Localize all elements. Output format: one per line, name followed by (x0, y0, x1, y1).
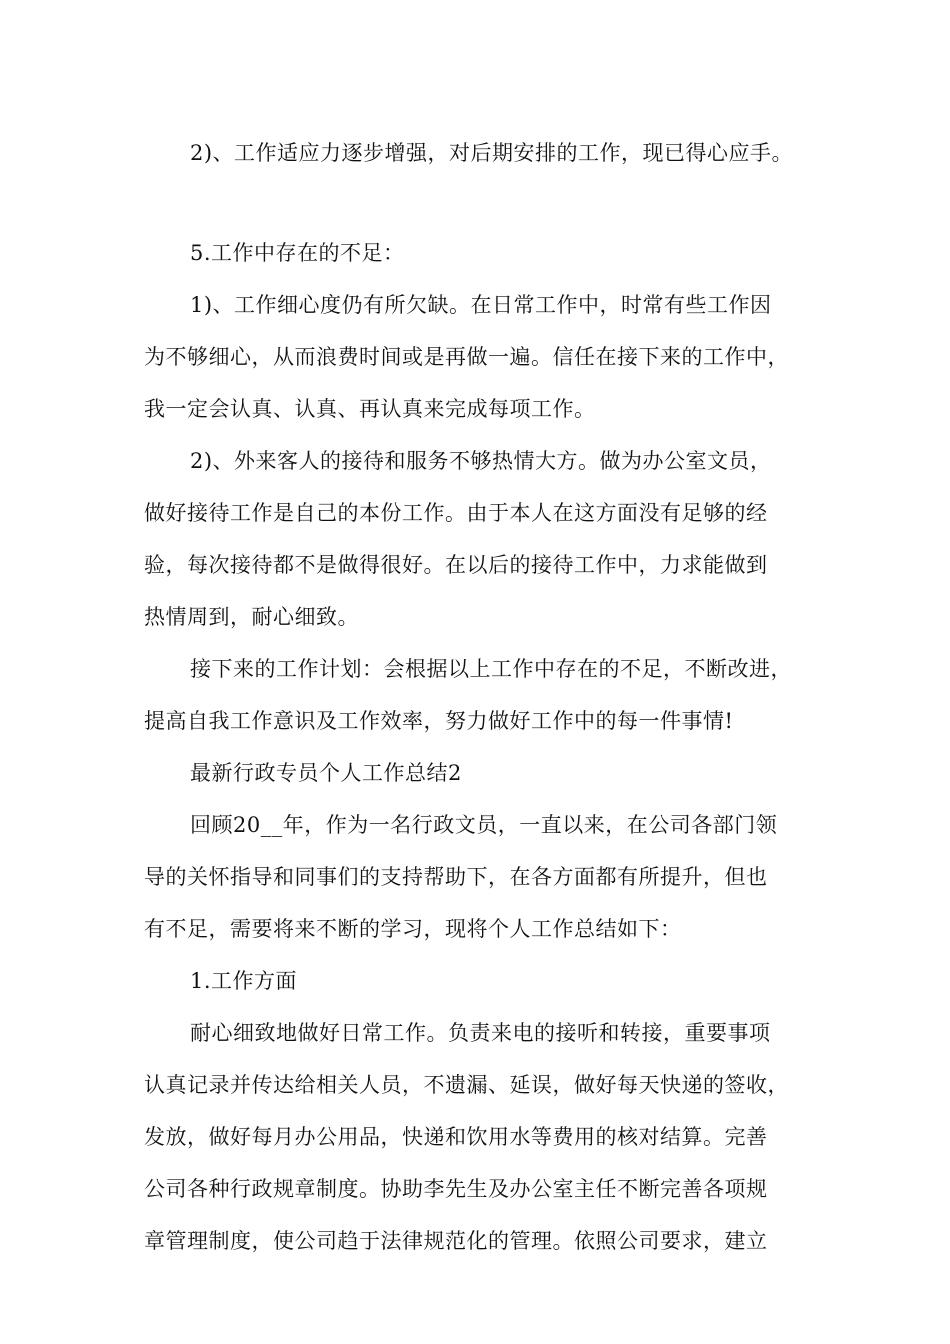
paragraph-line: 2)、外来客人的接待和服务不够热情大方。做为办公室文员， (190, 449, 772, 473)
paragraph-line: 我一定会认真、认真、再认真来完成每项工作。 (144, 397, 596, 421)
paragraph-line: 有不足，需要将来不断的学习，现将个人工作总结如下： (144, 917, 682, 941)
section-heading: 1.工作方面 (190, 969, 298, 993)
paragraph-line: 热情周到，耐心细致。 (144, 605, 359, 629)
paragraph-line: 2)、工作适应力逐步增强，对后期安排的工作，现已得心应手。 (190, 141, 794, 165)
paragraph-line: 回顾20__年，作为一名行政文员，一直以来，在公司各部门领 (190, 813, 778, 837)
section-heading: 5.工作中存在的不足： (190, 241, 405, 265)
paragraph-line: 公司各种行政规章制度。协助李先生及办公室主任不断完善各项规 (144, 1177, 768, 1201)
paragraph-line: 为不够细心，从而浪费时间或是再做一遍。信任在接下来的工作中， (144, 345, 789, 369)
paragraph-line: 发放，做好每月办公用品，快递和饮用水等费用的核对结算。完善 (144, 1125, 768, 1149)
paragraph-line: 做好接待工作是自己的本份工作。由于本人在这方面没有足够的经 (144, 501, 768, 525)
paragraph-line: 导的关怀指导和同事们的支持帮助下，在各方面都有所提升，但也 (144, 865, 768, 889)
paragraph-line: 验，每次接待都不是做得很好。在以后的接待工作中，力求能做到 (144, 553, 768, 577)
paragraph-line: 1)、工作细心度仍有所欠缺。在日常工作中，时常有些工作因 (190, 293, 772, 317)
section-title: 最新行政专员个人工作总结2 (190, 761, 462, 785)
paragraph-line: 认真记录并传达给相关人员，不遗漏、延误，做好每天快递的签收， (144, 1073, 789, 1097)
paragraph-line: 提高自我工作意识及工作效率，努力做好工作中的每一件事情! (144, 709, 734, 733)
paragraph-line: 耐心细致地做好日常工作。负责来电的接听和转接，重要事项 (190, 1021, 771, 1045)
paragraph-line: 接下来的工作计划：会根据以上工作中存在的不足，不断改进， (190, 657, 792, 681)
paragraph-line: 章管理制度，使公司趋于法律规范化的管理。依照公司要求，建立 (144, 1229, 768, 1253)
